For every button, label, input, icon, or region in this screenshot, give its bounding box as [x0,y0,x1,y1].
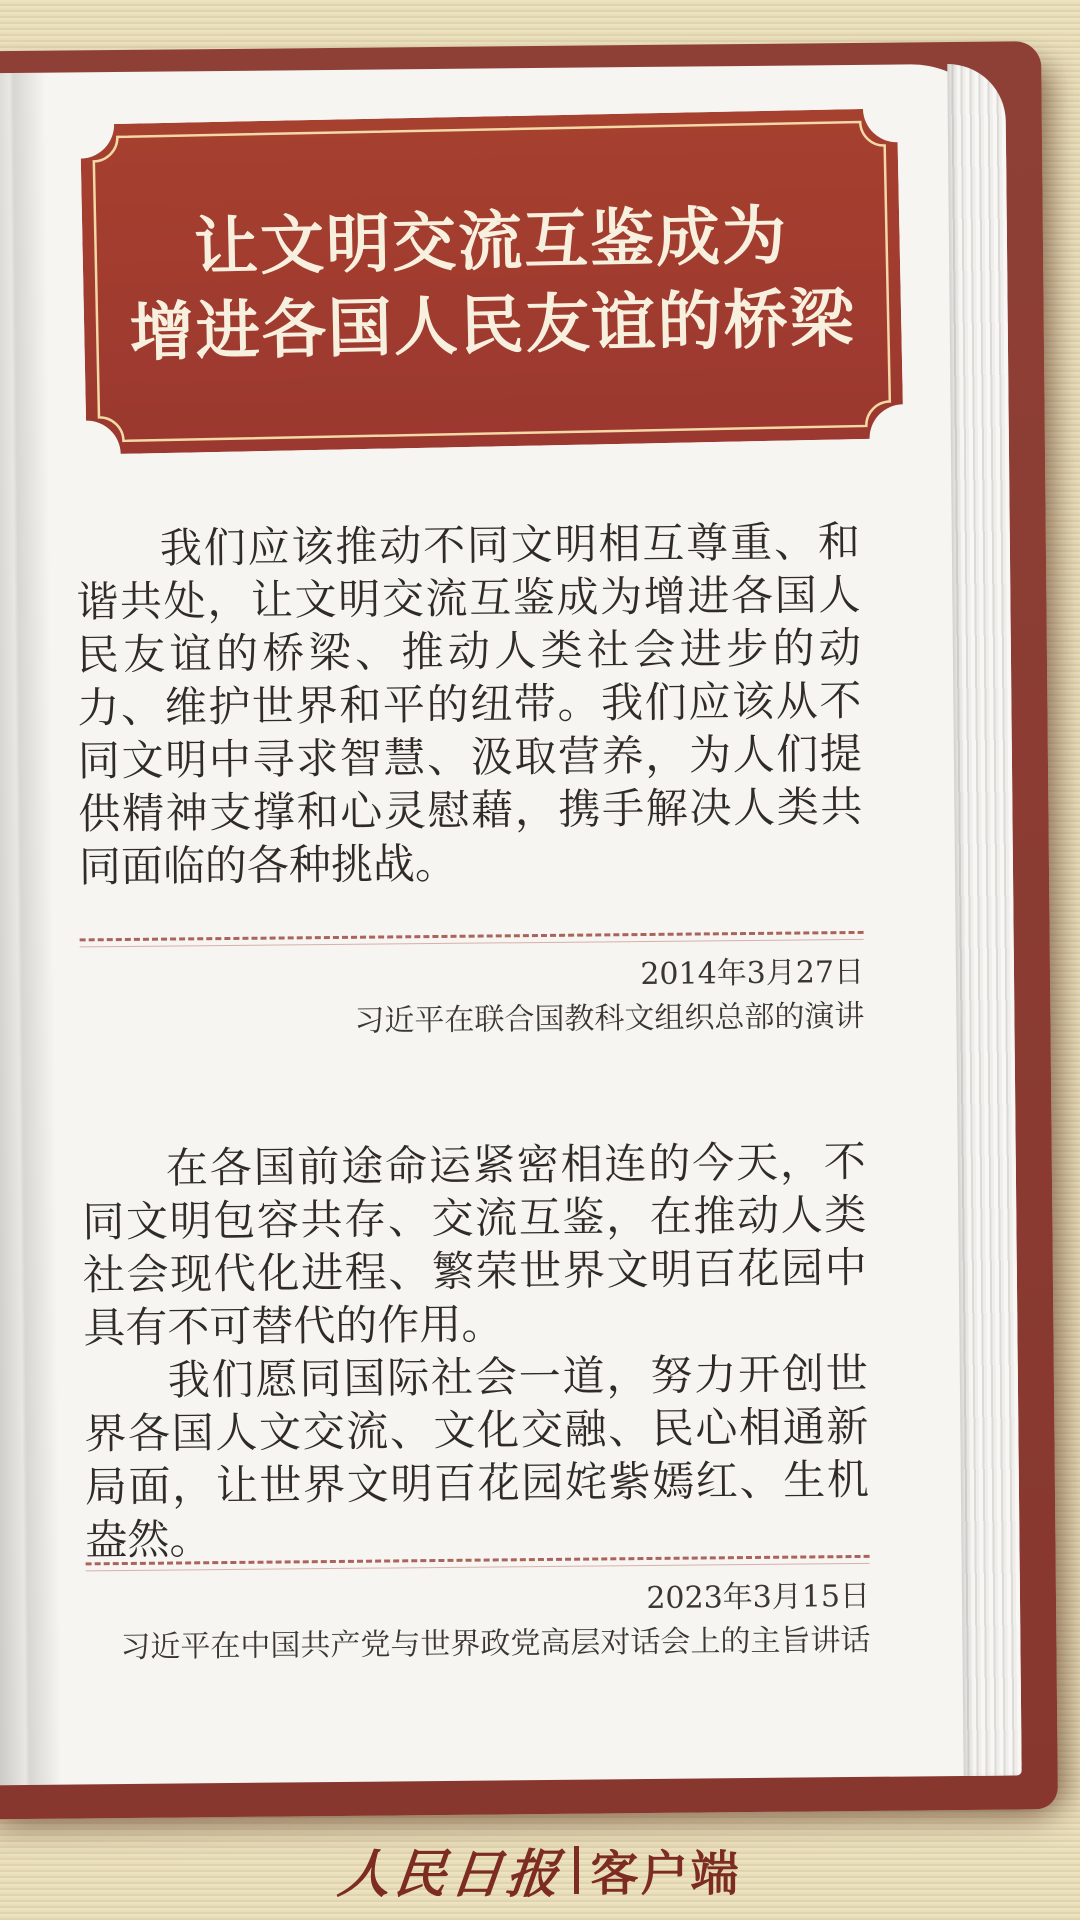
peoples-daily-logo [0,1832,1080,1907]
quote-1-date: 2014年3月27日 [640,954,865,993]
logo-suffix-text: 客户端 [590,1846,741,1902]
poster-title-line1: 让文明交流互鉴成为 [193,199,789,286]
quote-1-meta [80,951,865,1047]
quote-2 [82,1135,870,1567]
quote-2-meta [86,1575,871,1671]
page-fold-shading [0,73,70,1786]
quote-1-paragraph: 我们应该推动不同文明相互尊重、和谐共处，让文明交流互鉴成为增进各国人民友谊的桥梁、推动人类社会进步的动力、维护世界和平的纽带。我们应该从不同文明中寻求智慧、汲取营养，为人们提供精神支撑和心灵慰藉，携手解决人类共同面临的各种挑战。 [76,516,863,892]
poster-title [80,108,903,454]
quote-1 [76,515,864,894]
logo-brand-text: 人民日报 [335,1844,567,1905]
quote-1-source: 习近平在联合国教科文组织总部的演讲 [354,998,865,1039]
quote-2-source: 习近平在中国共产党与世界政党高层对话会上的主旨讲话 [120,1622,871,1666]
quote-2-paragraph-1: 在各国前途命运紧密相连的今天，不同文明包容共存、交流互鉴，在推动人类社会现代化进程、繁荣世界文明百花园中具有不可替代的作用。 [82,1136,868,1353]
quote-2-paragraph-2: 我们愿同国际社会一道，努力开创世界各国人文交流、文化交融、民心相通新局面，让世界文明百花园姹紫嫣红、生机盎然。 [84,1348,870,1565]
logo-divider [574,1846,579,1894]
title-banner [80,108,903,454]
quote-2-date: 2023年3月15日 [646,1578,871,1617]
poster-title-line2: 增进各国人民友谊的桥梁 [129,282,857,371]
